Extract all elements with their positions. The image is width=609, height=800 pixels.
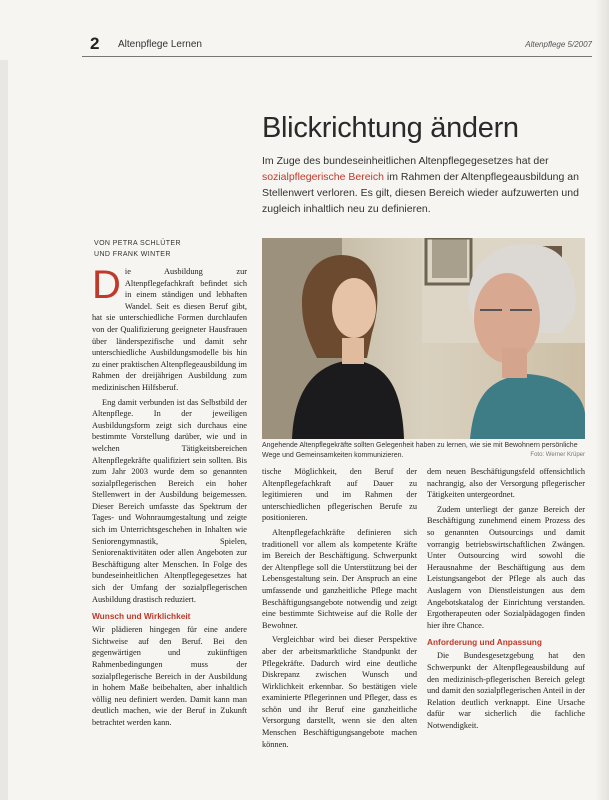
paragraph: Eng damit verbunden ist das Selbstbild der Altenpflege. In der jeweiligen Ausbildungsform zeigt sich durchaus eine bestimmte Vorstellung darüber, wie und in welchen Tätigkeitsbereichen Altenpflegekräfte qualifiziert sein sollten. Bis zum Jahr 2003 wurde dem so genannten sozialpflegerischen Bereich ein hoher Stellenwert in der Ausbildung beigemessen. Dieser Bereich umfasste das Spektrum der Tages- und Wohnraumgestaltung und zeigte sich im Unterrichtsgeschehen in Inhalten wie Seniorengymnastik, Spielen, Seniorenaktivitäten oder allen Angeboten zur Beschäftigung alter Menschen. In Folge des bundeseinheitlichen Altenpflegegesetzes hat sich der Umfang der sozialpflegerischen Ausbildung drastisch reduziert. xyxy=(92,397,247,604)
body-column-1 xyxy=(92,266,247,798)
paragraph-text: ie Ausbildung zur Altenpflegefachkraft befindet sich in einem ständigen und lebhaften Wandel. Seit es diesen Beruf gibt, hat sie unterschiedliche Formen durchlaufen von der Qualifizierung geeigneter Hausfrauen über länderspezifische und damit sehr unterschiedliche Ausbildungsmodelle bis hin zu einer praktischen Altenpflegeausbildung im Rahmen der dreijährigen Ausbildung zum medizinischen Hilfsberuf. xyxy=(92,267,247,392)
body-column-3 xyxy=(427,466,585,798)
page-header xyxy=(82,34,592,57)
paragraph xyxy=(92,266,247,394)
photo-caption xyxy=(262,441,585,460)
byline xyxy=(94,238,254,260)
drop-cap: D xyxy=(92,266,121,307)
article-lead xyxy=(262,153,592,217)
paragraph: Vergleichbar wird bei dieser Perspektive aber der arbeitsmarktliche Standpunkt der Pflegekräfte. Dadurch wird eine deutliche Diskrepanz zwischen Wunsch und Wirklichkeit erkennbar. So bestätigen viele examinierte Pflegerinnen und Pfleger, dass es schön und ihr Beruf eine ganzheitliche Versorgung darstellt, wenn sie den alten Menschen Beschäftigungsangebote machen können. xyxy=(262,635,417,749)
subheading: Anforderung und Anpassung xyxy=(427,637,542,648)
paragraph: Zudem unterliegt der ganze Bereich der Beschäftigung zunehmend einem Prozess des so genannten Outsourcings und damit vorrangig betriebswirtschaftlichen Zwängen. Unter Outsourcing wird sowohl die Herausnahme der Beschäftigung aus dem Leistungsangebot der Pflege als auch das Auslagern von Dienstleistungen aus dem Angebotskatalog der Einrichtung verstanden. Ergotherapeuten oder Sozialpädagogen finden hier ihre Chance. xyxy=(427,504,585,630)
lead-highlight: sozialpflegerische Bereich xyxy=(262,171,384,183)
magazine-section: Altenpflege Lernen xyxy=(118,39,202,50)
lead-text-2: im Rahmen der Altenpflegeausbildung an Stellenwert verloren. Es gilt, diesen Bereich wieder aufzuwerten und zugleich inhaltlich neu zu definieren. xyxy=(262,171,579,215)
caption-text: Angehende Altenpflegekräfte sollten Gelegenheit haben zu lernen, wie sie mit Bewohnern persönliche Wege und Gemeinsamkeiten kommunizieren. xyxy=(262,442,578,459)
byline-author-1: VON PETRA SCHLÜTER xyxy=(94,240,181,247)
body-column-2 xyxy=(262,466,417,798)
photo-credit: Foto: Werner Krüper xyxy=(530,451,585,458)
page-margin xyxy=(0,60,8,800)
photo-illustration xyxy=(262,238,585,439)
subheading: Wunsch und Wirklichkeit xyxy=(92,611,191,622)
issue-label: Altenpflege 5/2007 xyxy=(525,40,592,49)
article-photo xyxy=(262,238,585,439)
page-number: 2 xyxy=(90,34,100,53)
paragraph: Altenpflegefachkräfte definieren sich traditionell vor allem als kompetente Kräfte im Bereich der Beschäftigung. Schwerpunkt der Altenpflege soll die Unterstützung bei der Lebensgestaltung sein. Der Anspruch an eine umfassende und ganzheitliche Pflege macht Beschäftigungsangebote notwendig und zeigt eine bestimmte Sichtweise auf die Rolle der Bewohner. xyxy=(262,527,417,630)
article-title: Blickrichtung ändern xyxy=(262,112,519,144)
paragraph: dem neuen Beschäftigungsfeld offensichtlich nachrangig, also der Versorgung pflegerischer Tätigkeiten untergeordnet. xyxy=(427,467,585,500)
byline-author-2: UND FRANK WINTER xyxy=(94,251,171,258)
paragraph: tische Möglichkeit, den Beruf der Altenpflegefachkraft auf Dauer zu legitimieren und im Rahmen der unterschiedlichen pflegerischen Berufe zu positionieren. xyxy=(262,467,417,523)
lead-text-1: Im Zuge des bundeseinheitlichen Altenpflegegesetzes hat der xyxy=(262,155,549,167)
scan-edge-shadow xyxy=(595,0,609,800)
paragraph: Wir plädieren hingegen für eine andere Sichtweise auf den Beruf. Bei den gegenwärtigen und zukünftigen Rahmenbedingungen muss der sozialpflegerische Bereich in der Ausbildung in hohem Maße beibehalten, aber inhaltlich völlig neu definiert werden. Damit kann man deutlich machen, wie der Beruf in Zukunft betrachtet werden kann. xyxy=(92,625,247,727)
paragraph: Die Bundesgesetzgebung hat den Schwerpunkt der Altenpflegeausbildung auf den medizinisch-pflegerischen Bereich gelegt und damit den sozialpflegerischen Anteil in der Relation deutlich verknappt. Eine Ursache dafür war sicherlich die fachliche Notwendigkeit. xyxy=(427,651,585,730)
